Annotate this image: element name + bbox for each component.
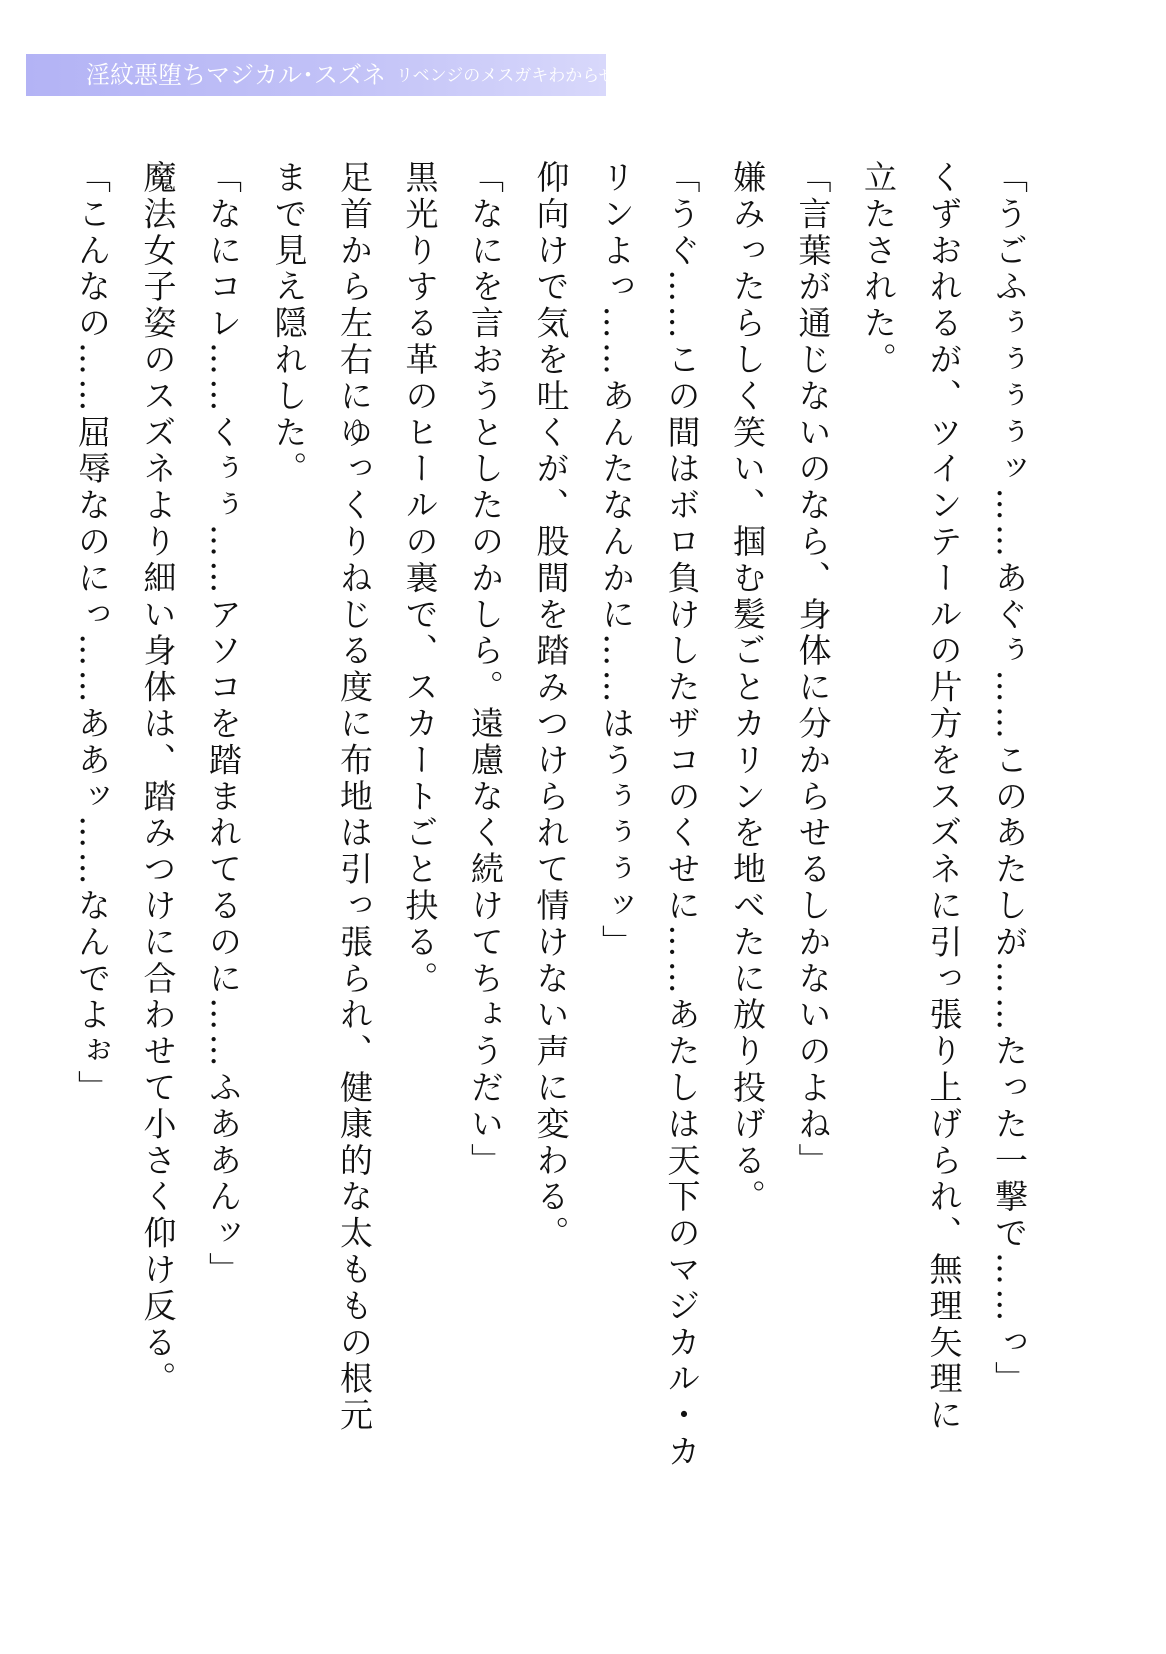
header-subtitle: リベンジのメスガキわからせ xyxy=(396,66,616,86)
text-line: 「言葉が通じないのなら、身体に分からせるしかないのよね」 xyxy=(793,160,833,1180)
header-title: 淫紋悪堕ちマジカル･スズネ xyxy=(86,61,386,89)
text-line: くずおれるが、ツインテールの片方をスズネに引っ張り上げられ、無理矢理に xyxy=(924,160,964,1434)
text-line: 「なにを言おうとしたのかしら。遠慮なく続けてちょうだい」 xyxy=(466,160,505,1180)
text-line: リンよっ……あんたなんかに……はうぅぅぅッ」 xyxy=(597,160,636,961)
text-line: 「なにコレ……くぅぅ……アソコを踏まれてるのに……ふああんッ」 xyxy=(204,160,243,1289)
header-bar xyxy=(26,54,616,96)
text-line: 足首から左右にゆっくりねじる度に布地は引っ張られ、健康的な太ももの根元 xyxy=(335,160,374,1434)
text-line: 「うごふぅぅぅぅッ……あぐぅ……このあたしが……たった一撃で……っ」 xyxy=(990,160,1029,1398)
text-line: 黒光りする革のヒールの裏で、スカートごと抉る。 xyxy=(400,160,440,998)
text-line: 魔法女子姿のスズネより細い身体は、踏みつけに合わせて小さく仰け反る。 xyxy=(138,160,178,1398)
text-line: 立たされた。 xyxy=(859,160,898,379)
text-line: 「こんなの……屈辱なのにっ……ああッ……なんでよぉ」 xyxy=(73,160,112,1107)
text-line: 「うぐ……この間はボロ負けしたザコのくせに……あたしは天下のマジカル・カ xyxy=(662,160,702,1471)
vertical-body-text xyxy=(73,160,1042,1580)
text-line: まで見え隠れした。 xyxy=(269,160,309,488)
text-line: 嫌みったらしく笑い、掴む髪ごとカリンを地べたに放り投げる。 xyxy=(728,160,767,1216)
text-line: 仰向けで気を吐くが、股間を踏みつけられて情けない声に変わる。 xyxy=(531,160,571,1252)
